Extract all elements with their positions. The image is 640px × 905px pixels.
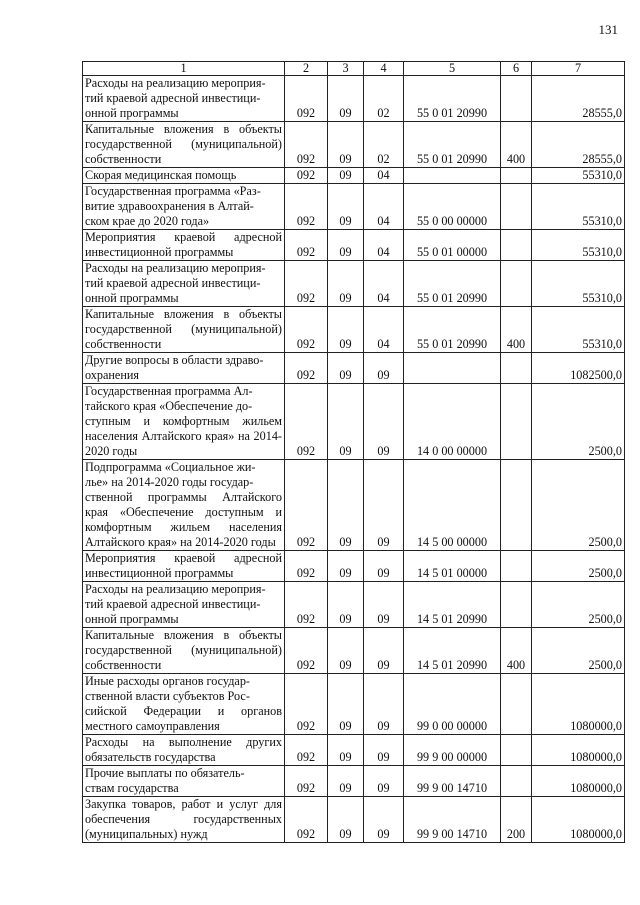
row-csr: 14 5 00 00000 [404,460,501,551]
row-csr: 99 9 00 14710 [404,797,501,843]
row-rz: 09 [328,261,364,307]
table-row [83,168,625,184]
row-pr: 02 [364,76,404,122]
row-pr: 04 [364,168,404,184]
table-row [83,735,625,766]
budget-table [82,61,625,843]
row-name: Мероприятия краевой адресной инвестиционной программы [83,230,285,261]
row-sum: 1080000,0 [532,797,625,843]
row-vr [501,168,532,184]
row-ved: 092 [285,122,328,168]
row-vr: 400 [501,307,532,353]
row-pr: 09 [364,797,404,843]
row-name: Прочие выплаты по обязатель- ствам государства [83,766,285,797]
row-name: Капитальные вложения в объекты государственной (муниципальной) собственности [83,307,285,353]
row-csr: 55 0 01 20990 [404,76,501,122]
header-col-3: 3 [328,62,364,76]
header-col-4: 4 [364,62,404,76]
table-row [83,460,625,551]
header-col-5: 5 [404,62,501,76]
row-csr: 14 5 01 20990 [404,628,501,674]
row-vr [501,766,532,797]
row-name: Государственная программа «Раз- витие здравоохранения в Алтай- ском крае до 2020 года» [83,184,285,230]
row-ved: 092 [285,261,328,307]
table-row [83,353,625,384]
row-rz: 09 [328,184,364,230]
row-sum: 2500,0 [532,582,625,628]
table-row [83,261,625,307]
table-row [83,230,625,261]
row-csr: 55 0 01 20990 [404,122,501,168]
row-name: Мероприятия краевой адресной инвестиционной программы [83,551,285,582]
row-sum: 28555,0 [532,76,625,122]
header-row [83,62,625,76]
row-pr: 09 [364,551,404,582]
row-vr [501,551,532,582]
row-sum: 2500,0 [532,551,625,582]
row-csr [404,168,501,184]
row-ved: 092 [285,353,328,384]
table-row [83,797,625,843]
row-ved: 092 [285,384,328,460]
row-ved: 092 [285,628,328,674]
row-csr: 55 0 01 00000 [404,230,501,261]
table-row [83,384,625,460]
row-pr: 09 [364,353,404,384]
row-pr: 04 [364,230,404,261]
row-ved: 092 [285,230,328,261]
row-rz: 09 [328,122,364,168]
row-ved: 092 [285,735,328,766]
row-ved: 092 [285,551,328,582]
row-rz: 09 [328,76,364,122]
row-vr: 400 [501,628,532,674]
row-sum: 1080000,0 [532,766,625,797]
row-sum: 55310,0 [532,168,625,184]
row-name: Расходы на выполнение других обязательств государства [83,735,285,766]
row-sum: 55310,0 [532,307,625,353]
row-sum: 55310,0 [532,261,625,307]
row-vr [501,582,532,628]
table-row [83,76,625,122]
row-ved: 092 [285,797,328,843]
row-ved: 092 [285,582,328,628]
row-sum: 28555,0 [532,122,625,168]
row-rz: 09 [328,766,364,797]
row-sum: 2500,0 [532,460,625,551]
row-vr [501,230,532,261]
row-name: Капитальные вложения в объекты государственной (муниципальной) собственности [83,122,285,168]
row-name: Расходы на реализацию мероприя- тий краевой адресной инвестици- онной программы [83,261,285,307]
row-vr: 400 [501,122,532,168]
row-pr: 04 [364,261,404,307]
row-rz: 09 [328,674,364,735]
row-rz: 09 [328,460,364,551]
header-col-2: 2 [285,62,328,76]
table-row [83,766,625,797]
row-csr: 99 0 00 00000 [404,674,501,735]
row-csr: 99 9 00 00000 [404,735,501,766]
header-col-7: 7 [532,62,625,76]
row-csr: 14 0 00 00000 [404,384,501,460]
row-vr [501,261,532,307]
row-name: Скорая медицинская помощь [83,168,285,184]
header-col-1: 1 [83,62,285,76]
table-row [83,122,625,168]
row-sum: 55310,0 [532,230,625,261]
row-sum: 1080000,0 [532,735,625,766]
header-col-6: 6 [501,62,532,76]
row-vr [501,674,532,735]
row-pr: 04 [364,184,404,230]
row-rz: 09 [328,551,364,582]
row-pr: 09 [364,766,404,797]
row-rz: 09 [328,628,364,674]
row-rz: 09 [328,353,364,384]
row-sum: 1080000,0 [532,674,625,735]
row-csr: 14 5 01 00000 [404,551,501,582]
row-csr: 55 0 01 20990 [404,307,501,353]
row-rz: 09 [328,735,364,766]
row-rz: 09 [328,230,364,261]
row-ved: 092 [285,168,328,184]
table-row [83,307,625,353]
table-row [83,582,625,628]
row-csr [404,353,501,384]
row-pr: 09 [364,735,404,766]
row-pr: 09 [364,384,404,460]
row-csr: 14 5 01 20990 [404,582,501,628]
row-vr: 200 [501,797,532,843]
row-pr: 02 [364,122,404,168]
page-number: 131 [598,22,618,37]
row-pr: 09 [364,628,404,674]
row-name: Капитальные вложения в объекты государственной (муниципальной) собственности [83,628,285,674]
row-vr [501,353,532,384]
table-row [83,184,625,230]
row-name: Государственная программа Ал- тайского края «Обеспечение до- ступным и комфортным жильем населения Алтайского края» на 2014-2020 годы [83,384,285,460]
row-vr [501,184,532,230]
row-vr [501,76,532,122]
row-name: Расходы на реализацию мероприя- тий краевой адресной инвестици- онной программы [83,582,285,628]
row-vr [501,460,532,551]
row-ved: 092 [285,460,328,551]
table-row [83,628,625,674]
row-name: Иные расходы органов государ- ственной власти субъектов Рос- сийской Федерации и органов местного самоуправления [83,674,285,735]
row-sum: 2500,0 [532,628,625,674]
row-name: Расходы на реализацию мероприя- тий краевой адресной инвестици- онной программы [83,76,285,122]
table-row [83,551,625,582]
row-name: Подпрограмма «Социальное жи- лье» на 2014-2020 годы государ- ственной программы Алтайского края «Обеспечение доступным и комфортным жильем населения Алтайского края» на 2014-2020 годы [83,460,285,551]
row-csr: 55 0 00 00000 [404,184,501,230]
row-csr: 55 0 01 20990 [404,261,501,307]
row-sum: 1082500,0 [532,353,625,384]
row-rz: 09 [328,582,364,628]
row-name: Другие вопросы в области здраво- охранения [83,353,285,384]
row-ved: 092 [285,674,328,735]
row-sum: 55310,0 [532,184,625,230]
row-csr: 99 9 00 14710 [404,766,501,797]
row-rz: 09 [328,168,364,184]
row-name: Закупка товаров, работ и услуг для обеспечения государственных (муниципальных) нужд [83,797,285,843]
row-pr: 04 [364,307,404,353]
row-ved: 092 [285,307,328,353]
row-rz: 09 [328,307,364,353]
row-rz: 09 [328,384,364,460]
table-row [83,674,625,735]
row-pr: 09 [364,460,404,551]
row-sum: 2500,0 [532,384,625,460]
row-ved: 092 [285,766,328,797]
row-ved: 092 [285,184,328,230]
row-vr [501,384,532,460]
row-pr: 09 [364,582,404,628]
row-pr: 09 [364,674,404,735]
row-vr [501,735,532,766]
row-ved: 092 [285,76,328,122]
row-rz: 09 [328,797,364,843]
